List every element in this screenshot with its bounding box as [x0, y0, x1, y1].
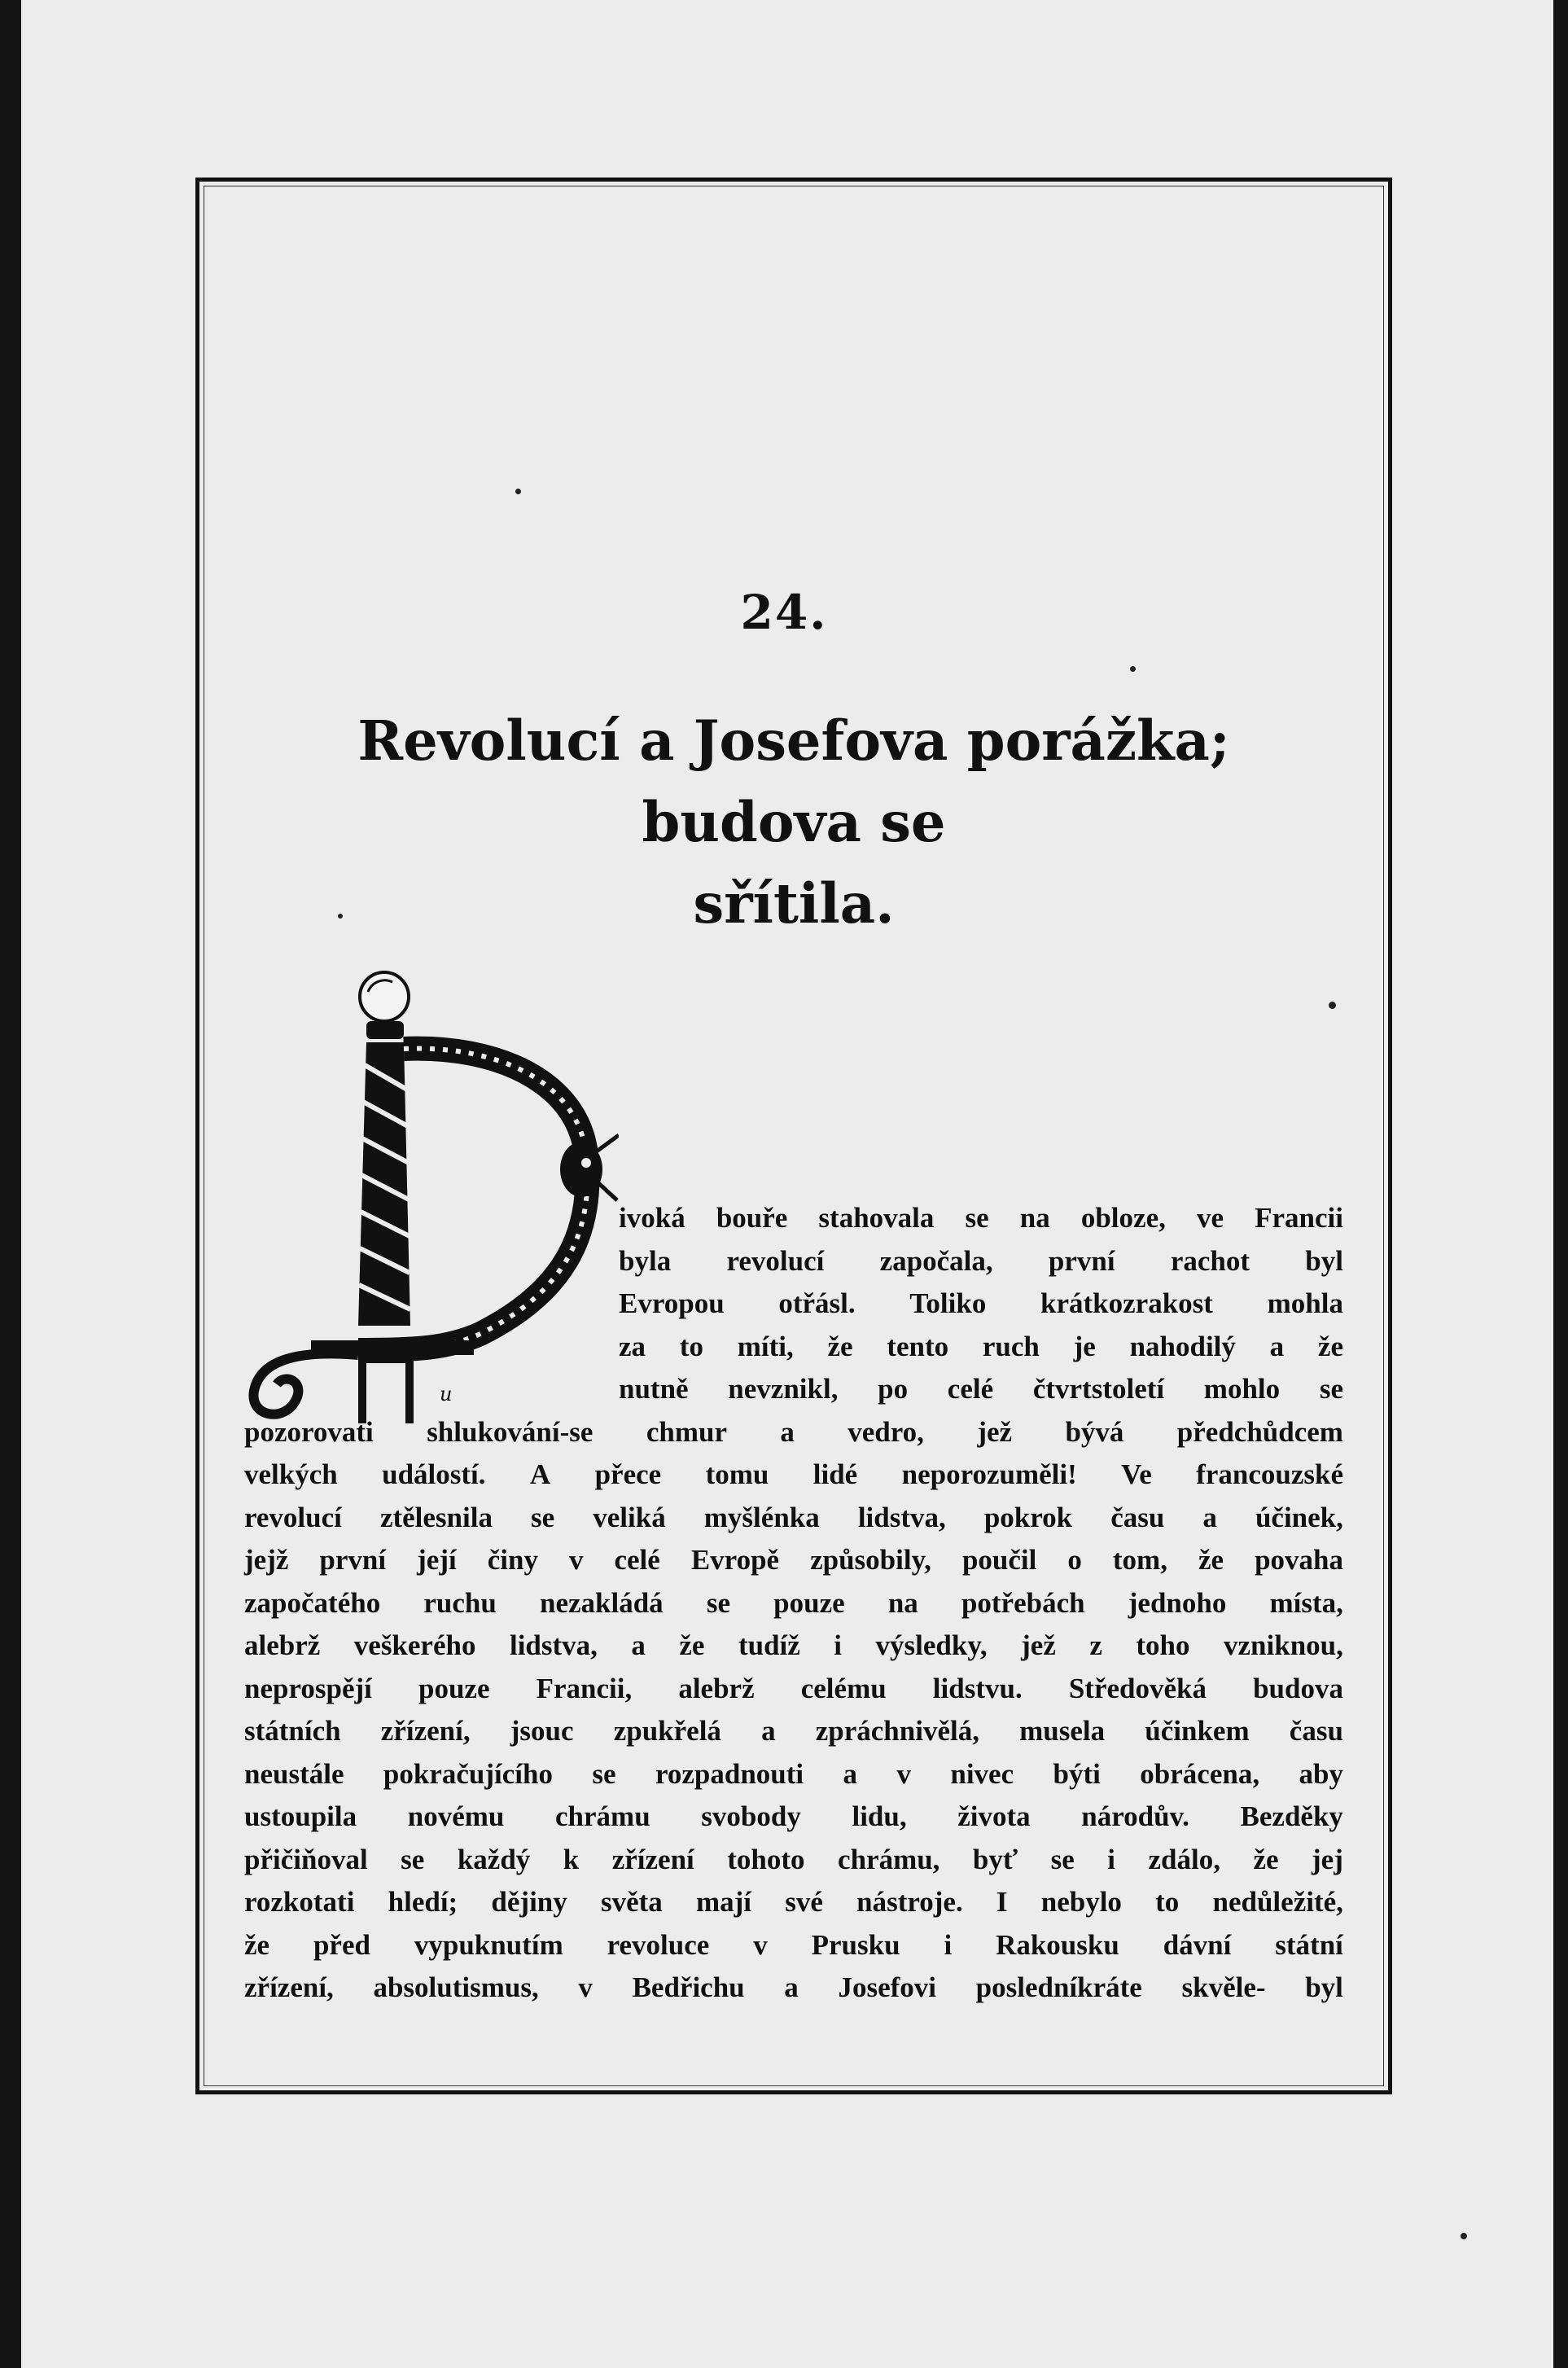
ink-speck [1461, 2233, 1467, 2239]
text-line: že před vypuknutím revoluce v Prusku i Rakousku dávní státní [244, 1928, 1343, 1961]
chapter-title-line-2: sřítila. [693, 871, 895, 936]
text-line: velkých událostí. A přece tomu lidé neporozuměli! Ve francouzské [244, 1458, 1343, 1490]
ink-speck [1130, 666, 1136, 672]
text-line: pozorovati shlukování-se chmur a vedro, jež bývá předchůdcem [244, 1415, 1343, 1448]
text-line: alebrž veškerého lidstva, a že tudíž i výsledky, jež z toho vzniknou, [244, 1629, 1343, 1661]
chapter-title [269, 700, 1319, 945]
svg-text:u: u [440, 1383, 453, 1405]
text-line: nutně nevznikl, po celé čtvrtstoletí mohlo se [619, 1373, 1343, 1405]
text-line: rozkotati hledí; dějiny světa mají své nástroje. I nebylo to nedůležité, [244, 1886, 1343, 1918]
text-line: ivoká bouře stahovala se na obloze, ve Francii [619, 1202, 1343, 1234]
ink-speck [338, 914, 343, 919]
text-line: započatého ruchu nezakládá se pouze na potřebách jednoho místa, [244, 1586, 1343, 1619]
text-line: neprospějí pouze Francii, alebrž celému lidstvu. Středověká budova [244, 1672, 1343, 1704]
ink-speck [1329, 1002, 1336, 1009]
text-line: státních zřízení, jsouc zpukřelá a zpráchnivělá, musela účinkem času [244, 1715, 1343, 1747]
text-line: ustoupila novému chrámu svobody lidu, života národův. Bezděky [244, 1800, 1343, 1832]
text-line: revolucí ztělesnila se veliká myšlénka lidstva, pokrok času a účinek, [244, 1501, 1343, 1533]
page-left-edge [0, 0, 21, 2368]
text-line: jejž první její činy v celé Evropě způsobily, poučil o tom, že povaha [244, 1544, 1343, 1576]
text-line: za to míti, že tento ruch je nahodilý a že [619, 1330, 1343, 1362]
page-right-edge [1553, 0, 1568, 2368]
chapter-title-line-1: Revolucí a Josefova porážka; budova se [357, 708, 1230, 854]
text-line: byla revolucí započala, první rachot byl [619, 1244, 1343, 1277]
ink-speck [515, 489, 521, 494]
text-line: Evropou otřásl. Toliko krátkozrakost mohla [619, 1287, 1343, 1319]
text-line: zřízení, absolutismus, v Bedřichu a Josefovi posledníkráte skvěle- byl [244, 1971, 1343, 2003]
text-line: přičiňoval se každý k zřízení tohoto chrámu, byť se i zdálo, že jej [244, 1843, 1343, 1875]
chapter-number: 24. [740, 585, 828, 640]
text-line: neustále pokračujícího se rozpadnouti a v nivec býti obrácena, aby [244, 1757, 1343, 1790]
body-text [244, 1197, 1343, 2010]
